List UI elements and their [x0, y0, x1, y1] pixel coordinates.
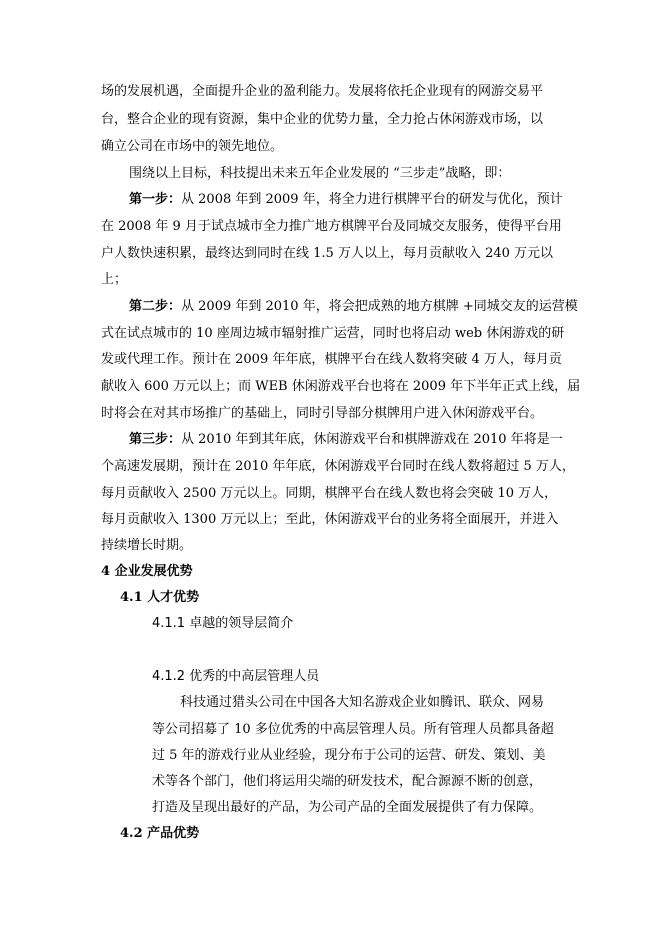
step2-line-5: 时将会在对其市场推广的基础上，同时引导部分棋牌用户进入休闲游戏平台。 [101, 406, 544, 421]
intro-line-1: 场的发展机遇，全面提升企业的盈利能力。发展将依托企业现有的网游交易平 [101, 84, 544, 99]
section-4-2-heading: 4.2 产品优势 [120, 826, 200, 841]
step1-text-1: 从 2008 年到 2009 年，将全力进行棋牌平台的研发与优化，预计 [181, 192, 563, 207]
step3-line-2: 个高速发展期，预计在 2010 年年底，休闲游戏平台同时在线人数将超过 5 万人， [101, 459, 575, 474]
intro-line-4: 围绕以上目标，科技提出未来五年企业发展的 “三步走”战略，即： [129, 166, 511, 181]
step3-label: 第三步： [129, 432, 182, 447]
step2-label: 第二步： [129, 299, 182, 314]
step2-line-4: 献收入 600 万元以上；而 WEB 休闲游戏平台也将在 2009 年下半年正式上线，届 [101, 379, 581, 394]
section-4-1-heading: 4.1 人才优势 [120, 590, 200, 605]
section-4-heading: 4 企业发展优势 [101, 564, 193, 579]
step1-label: 第一步： [129, 192, 182, 207]
talent-para-line-2: 等公司招募了 10 多位优秀的中高层管理人员。所有管理人员都具备超 [152, 722, 554, 737]
intro-line-2: 台，整合企业的现有资源，集中企业的优势力量，全力抢占休闲游戏市场，以 [101, 112, 544, 127]
step3-line-1 [129, 432, 563, 448]
step3-line-3: 每月贡献收入 2500 万元以上。同期，棋牌平台在线人数也将会突破 10 万人， [101, 486, 558, 501]
talent-para-line-3: 过 5 年的游戏行业从业经验，现分布于公司的运营、研发、策划、美 [152, 748, 546, 763]
section-4-1-2-heading: 4.1.2 优秀的中高层管理人员 [152, 669, 320, 684]
step2-line-1 [129, 299, 578, 315]
section-4-1-1-heading: 4.1.1 卓越的领导层简介 [152, 616, 294, 631]
step3-text-1: 从 2010 年到其年底，休闲游戏平台和棋牌游戏在 2010 年将是一 [181, 432, 563, 447]
step2-line-3: 发或代理工作。预计在 2009 年年底，棋牌平台在线人数将突破 4 万人，每月贡 [101, 352, 562, 367]
step1-line-2: 在 2008 年 9 月于试点城市全力推广地方棋牌平台及同城交友服务，使得平台用 [101, 219, 562, 234]
talent-para-line-1: 科技通过猎头公司在中国各大知名游戏企业如腾讯、联众、网易 [180, 695, 545, 710]
talent-para-line-5: 打造及呈现出最好的产品，为公司产品的全面发展提供了有力保障。 [152, 800, 543, 815]
step1-line-1 [129, 192, 563, 208]
step1-line-4: 上； [101, 272, 128, 287]
step1-line-3: 户人数快速积累，最终达到同时在线 1.5 万人以上，每月贡献收入 240 万元以 [101, 246, 554, 261]
intro-line-3: 确立公司在市场中的领先地位。 [101, 139, 284, 154]
talent-para-line-4: 术等各个部门，他们将运用尖端的研发技术，配合源源不断的创意， [152, 774, 543, 789]
step3-line-4: 每月贡献收入 1300 万元以上；至此，休闲游戏平台的业务将全面展开，并进入 [101, 512, 559, 527]
step2-line-2: 式在试点城市的 10 座周边城市辐射推广运营，同时也将启动 web 休闲游戏的研 [101, 326, 565, 341]
step2-text-1: 从 2009 年到 2010 年，将会把成熟的地方棋牌 +同城交友的运营模 [181, 299, 578, 314]
step3-line-5: 持续增长时期。 [101, 538, 193, 553]
